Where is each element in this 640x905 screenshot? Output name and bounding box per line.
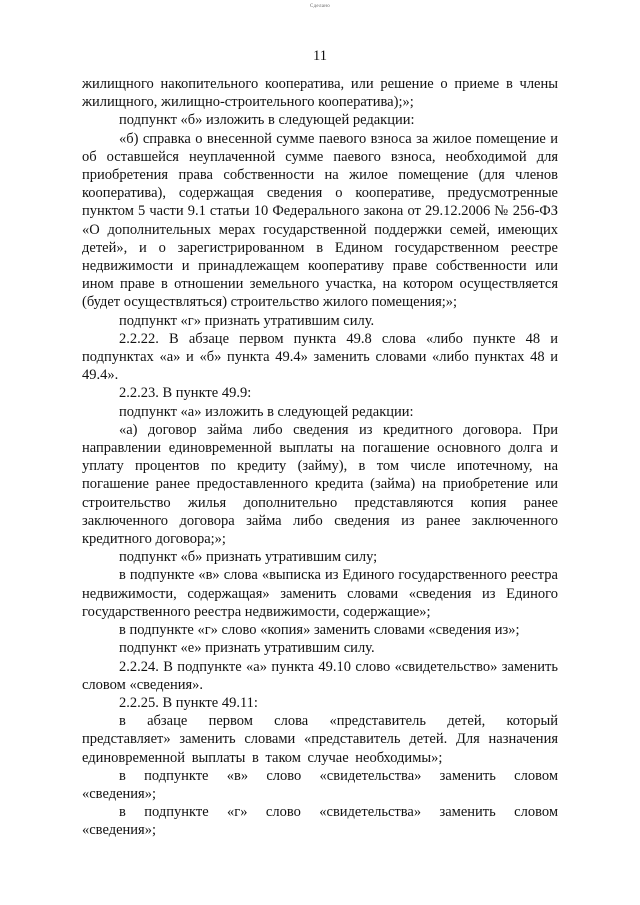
paragraph: 2.2.24. В подпункте «а» пункта 49.10 слово «свидетельство» заменить словом «сведения». xyxy=(82,658,558,693)
paragraph: в абзаце первом слова «представитель детей, который представляет» заменить словами «представитель детей. Для назначения единовременной выплаты в таком случае необходимы»; xyxy=(82,713,558,766)
paragraph: 2.2.23. В пункте 49.9: xyxy=(119,385,252,402)
paragraph: подпункт «е» признать утратившим силу. xyxy=(119,640,375,657)
paragraph: «б) справка о внесенной сумме паевого взноса за жилое помещение и об оставшейся неуплаченной сумме паевого взноса, необходимой для приобретения права собственности на жилое помещение (для членов кооператива), содержащая сведения о кооперативе, предусмотренные пунктом 5 части 9.1 статьи 10 Федерального закона от 29.12.2006 № 256-ФЗ «О дополнительных мерах государственной поддержки семей, имеющих детей», и о зарегистрированном в Едином государственном реестре недвижимости и принадлежащем кооперативу праве собственности или ином праве в отношении земельного участка, на котором осуществляется (будет осуществляться) строительство жилого помещения;»; xyxy=(82,130,558,311)
paragraph: в подпункте «в» слово «свидетельства» заменить словом «сведения»; xyxy=(82,767,558,802)
paragraph: в подпункте «г» слово «копия» заменить словами «сведения из»; xyxy=(119,622,520,639)
paragraph: подпункт «г» признать утратившим силу. xyxy=(119,312,375,329)
paragraph: подпункт «б» признать утратившим силу; xyxy=(119,549,378,566)
paragraph: «а) договор займа либо сведения из кредитного договора. При направлении единовременной выплаты на погашение основного долга и уплату процентов по кредиту (займу), в том числе ипотечному, на погашение ранее предоставленного кредита (займа) на приобретение или строительство жилья дополнительно представляются копия ранее заключенного договора займа либо сведения из ранее заключенного кредитного договора;»; xyxy=(82,421,558,548)
paragraph: подпункт «а» изложить в следующей редакции: xyxy=(119,403,414,420)
header-mark: Сделано xyxy=(309,4,331,9)
paragraph: подпункт «б» изложить в следующей редакции: xyxy=(119,112,415,129)
paragraph: 2.2.25. В пункте 49.11: xyxy=(119,694,258,711)
paragraph: 2.2.22. В абзаце первом пункта 49.8 слова «либо пункте 48 и подпунктах «а» и «б» пункта 49.4» заменить словами «либо пунктах 48 и 49.4». xyxy=(82,330,558,384)
page-number: 11 xyxy=(313,48,327,64)
document-body xyxy=(82,75,558,840)
paragraph: в подпункте «г» слово «свидетельства» заменить словом «сведения»; xyxy=(82,804,558,839)
paragraph: жилищного накопительного кооператива, или решение о приеме в члены жилищного, жилищно-строительного кооператива);»; xyxy=(82,76,558,111)
paragraph: в подпункте «в» слова «выписка из Единого государственного реестра недвижимости, содержащая» заменить словами «сведения из Единого государственного реестра недвижимости, содержащие»; xyxy=(82,567,558,620)
